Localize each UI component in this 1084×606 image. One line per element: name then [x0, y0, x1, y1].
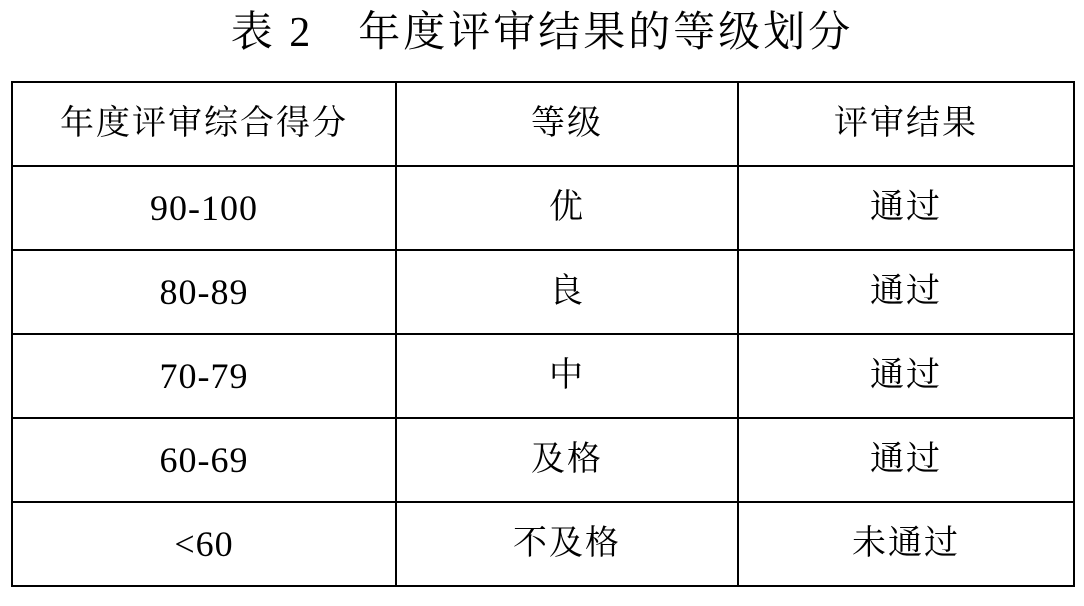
header-cell-result: 评审结果 — [738, 82, 1074, 166]
result-cell: 通过 — [738, 418, 1074, 502]
table-row — [12, 166, 1074, 250]
grade-cell: 良 — [396, 250, 738, 334]
score-cell: 60-69 — [12, 418, 396, 502]
grade-cell: 优 — [396, 166, 738, 250]
grade-table — [11, 81, 1075, 587]
score-cell: <60 — [12, 502, 396, 586]
table-caption: 表 2 年度评审结果的等级划分 — [230, 10, 854, 56]
result-cell: 通过 — [738, 166, 1074, 250]
grade-cell: 中 — [396, 334, 738, 418]
header-cell-grade: 等级 — [396, 82, 738, 166]
score-cell: 70-79 — [12, 334, 396, 418]
table-row — [12, 334, 1074, 418]
header-row — [12, 82, 1074, 166]
result-cell: 通过 — [738, 334, 1074, 418]
table-row — [12, 418, 1074, 502]
grade-cell: 不及格 — [396, 502, 738, 586]
grade-cell: 及格 — [396, 418, 738, 502]
result-cell: 通过 — [738, 250, 1074, 334]
table-row — [12, 502, 1074, 586]
result-cell: 未通过 — [738, 502, 1074, 586]
header-cell-score: 年度评审综合得分 — [12, 82, 396, 166]
table-row — [12, 250, 1074, 334]
score-cell: 90-100 — [12, 166, 396, 250]
score-cell: 80-89 — [12, 250, 396, 334]
